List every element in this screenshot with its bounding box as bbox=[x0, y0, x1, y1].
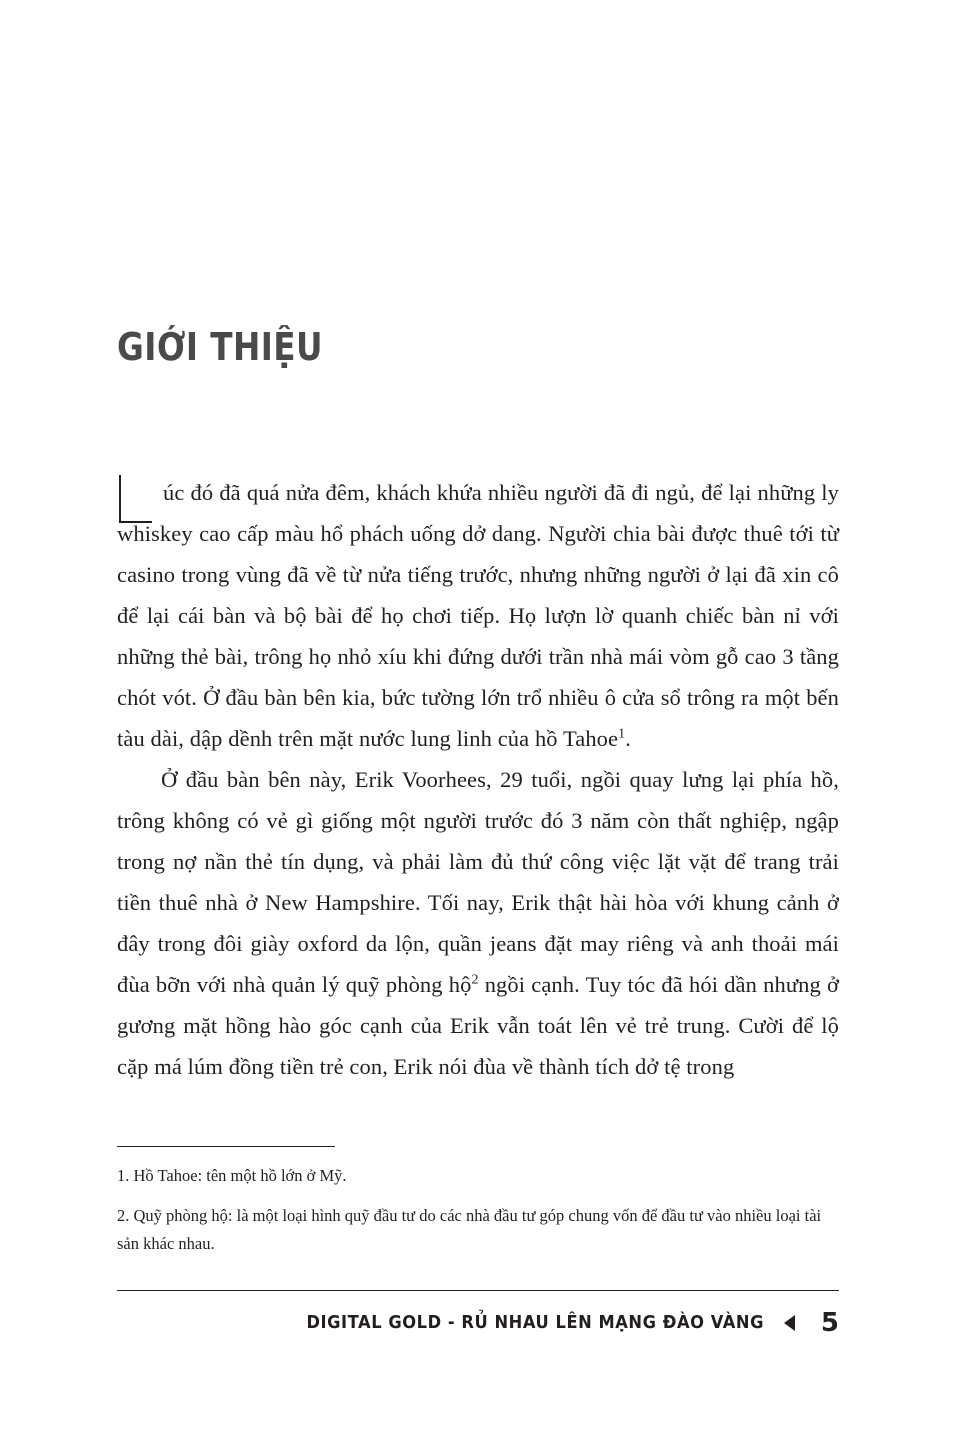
paragraph-text: Ở đầu bàn bên này, Erik Voorhees, 29 tuổi, ngồi quay lưng lại phía hồ, trông không có vẻ gì giống một người trước đó 3 năm còn thất nghiệp, ngập trong nợ nần thẻ tín dụng, và phải làm đủ thứ công việc lặt vặt để trang trải tiền thuê nhà ở New Hampshire. Tối nay, Erik thật hài hòa với khung cảnh ở đây trong đôi giày oxford da lộn, quần jeans đặt may riêng và anh thoải mái đùa bỡn với nhà quản lý quỹ phòng hộ bbox=[117, 767, 839, 997]
paragraph bbox=[117, 759, 839, 1087]
body-text bbox=[117, 472, 839, 1087]
first-paragraph-block bbox=[117, 472, 839, 759]
footnote-separator bbox=[117, 1146, 335, 1147]
page-number: 5 bbox=[820, 1308, 839, 1338]
page-title: GIỚI THIỆU bbox=[117, 325, 324, 370]
footnote-marker-2: 2 bbox=[471, 972, 479, 988]
footnote-item: 1. Hồ Tahoe: tên một hồ lớn ở Mỹ. bbox=[117, 1166, 347, 1185]
footnote-item: 2. Quỹ phòng hộ: là một loại hình quỹ đầu tư do các nhà đầu tư góp chung vốn để đầu tư vào nhiều loại tài sản khác nhau. bbox=[117, 1206, 822, 1253]
paragraph-text: úc đó đã quá nửa đêm, khách khứa nhiều người đã đi ngủ, để lại những ly whiskey cao cấp màu hổ phách uống dở dang. Người chia bài được thuê tới từ casino trong vùng đã về từ nửa tiếng trước, nhưng những người ở lại đã xin cô để lại cái bàn và bộ bài để họ chơi tiếp. Họ lượn lờ quanh chiếc bàn nỉ với những thẻ bài, trông họ nhỏ xíu khi đứng dưới trần nhà mái vòm gỗ cao 3 tầng chót vót. Ở đầu bàn bên kia, bức tường lớn trổ nhiều ô cửa sổ trông ra một bến tàu dài, dập dềnh trên mặt nước lung linh của hồ Tahoe bbox=[117, 480, 839, 751]
footer-book-title: DIGITAL GOLD - RỦ NHAU LÊN MẠNG ĐÀO VÀNG bbox=[306, 1313, 764, 1333]
footnote-marker-1: 1 bbox=[618, 726, 626, 742]
page-footer bbox=[117, 1303, 839, 1343]
dropcap-vertical-rule bbox=[119, 475, 121, 523]
paragraph-text-end: . bbox=[625, 726, 631, 751]
footnote-list bbox=[117, 1162, 839, 1270]
triangle-left-icon bbox=[784, 1315, 795, 1331]
dropcap-horizontal-rule bbox=[119, 521, 152, 523]
page-content bbox=[117, 0, 839, 1441]
paragraph bbox=[117, 472, 839, 759]
footer-rule bbox=[117, 1290, 839, 1291]
paragraph-text-cont: ngồi cạnh. Tuy tóc đã hói dần nhưng ở gương mặt hồng hào góc cạnh của Erik vẫn toát lên vẻ trẻ trung. Cười để lộ cặp má lúm đồng tiền trẻ con, Erik nói đùa về thành tích dở tệ trong bbox=[117, 972, 839, 1079]
